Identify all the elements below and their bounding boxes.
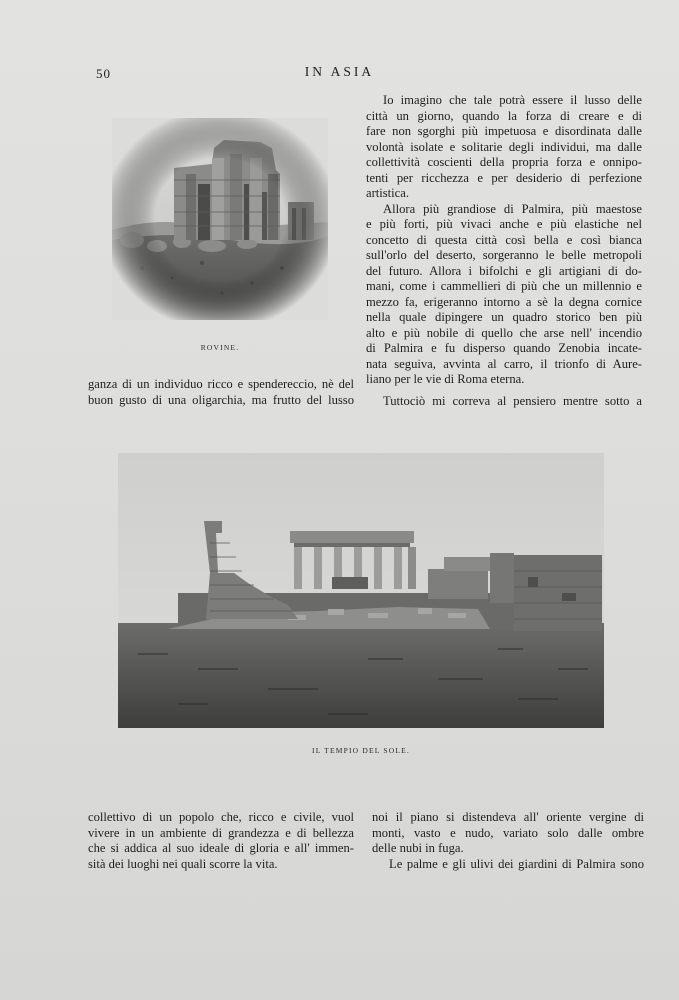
text-line: di Palmira e fu disperso quando Zenobia incate- <box>366 341 642 355</box>
text-line: delle nubi in fuga. <box>372 841 464 855</box>
temple-photo-illustration <box>118 453 604 728</box>
text-line: noi il piano si distendeva all' oriente vergine di <box>372 810 644 824</box>
text-line: Allora più grandiose di Palmira, più maestose <box>383 201 642 216</box>
text-line: liano per le vie di Roma eterna. <box>366 372 525 386</box>
text-line: che si addica al suo ideale di gloria e all' immen- <box>88 841 354 855</box>
left-column-top-text <box>88 377 354 408</box>
text-line: Tuttociò mi correva al pensiero mentre sotto a <box>383 393 642 408</box>
text-line: buon gusto di una oligarchia, ma frutto del lusso <box>88 392 354 407</box>
text-line: artistica. <box>366 186 410 200</box>
text-line: e più forti, più vivaci anche e più elastiche nel <box>366 217 642 231</box>
text-line: fare non sgorghi più impetuosa e disordinata dalle <box>366 124 642 138</box>
left-column-bottom-text <box>88 810 354 872</box>
small-figure-caption: ROVINE. <box>200 343 240 352</box>
text-line: concetto di questa città così bella e così bianca <box>366 232 642 247</box>
text-line: Io imagino che tale potrà essere il lusso delle <box>383 93 642 107</box>
text-line: mani, come i cammellieri di più che un millennio e <box>366 279 642 293</box>
text-line: del futuro. Allora i bifolchi e gli artigiani di do- <box>366 263 642 278</box>
running-head: IN ASIA <box>304 64 375 79</box>
text-line: vivere in un ambiente di grandezza e di bellezza <box>88 825 354 840</box>
text-line: sità dei luoghi nei quali scorre la vita. <box>88 856 278 871</box>
ruins-photo-illustration <box>112 118 328 320</box>
ruins-photo <box>112 118 328 320</box>
text-line: tenti per ricchezza e per desiderio di perfezione <box>366 170 642 185</box>
right-column-top-text <box>366 93 642 409</box>
text-line: volontà isolate e solitarie degli individui, ma dalle <box>366 139 642 154</box>
page-number: 50 <box>96 66 111 81</box>
text-line: ganza di un individuo ricco e spendereccio, nè del <box>88 377 354 391</box>
text-line: nata seguiva, avvinta al carro, il trionfo di Aure- <box>366 356 642 371</box>
text-line: collettività coscienti della propria forza e onnipo- <box>366 155 642 169</box>
text-line: alto e più nobile di quello che arse nell' incendio <box>366 325 642 340</box>
right-column-bottom-text <box>372 810 644 872</box>
text-line: Le palme e gli ulivi dei giardini di Palmira sono <box>389 856 644 871</box>
temple-photo <box>118 453 604 728</box>
text-line: collettivo di un popolo che, ricco e civile, vuol <box>88 810 354 824</box>
text-line: mezzo fa, erigeranno intorno a sè la degna cornice <box>366 294 642 309</box>
text-line: monti, vasto e nudo, variato solo dalle ombre <box>372 825 644 840</box>
text-line: nella quale dipingere un quadro storico ben più <box>366 310 642 324</box>
large-figure-caption: IL TEMPIO DEL SOLE. <box>312 746 410 755</box>
text-line: città un giorno, quando la forza di creare e di <box>366 108 642 123</box>
text-line: sull'orlo del deserto, sorgeranno le belle metropoli <box>366 248 642 262</box>
